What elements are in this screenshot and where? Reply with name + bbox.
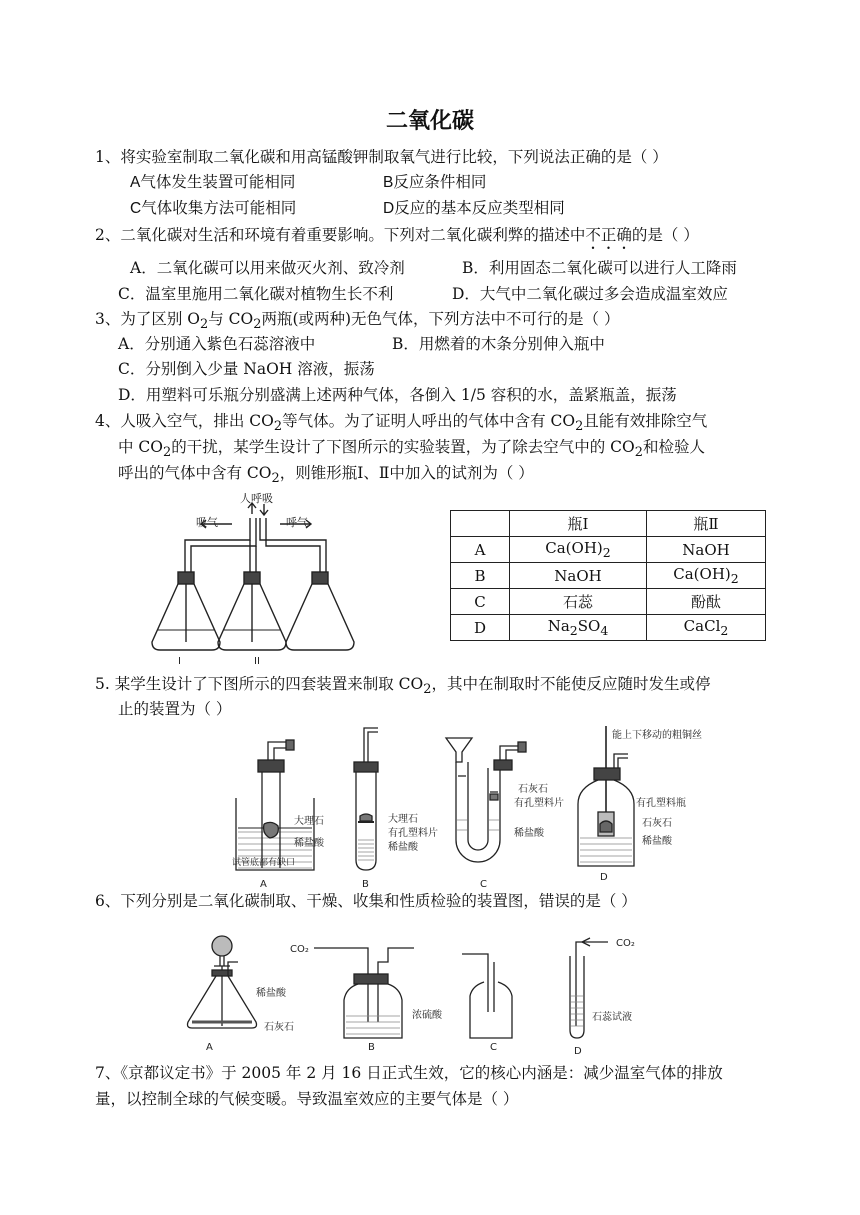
q6-setup-d [570,938,635,1057]
table-row [451,615,766,641]
q2-emphasis: 不正确 [585,226,632,244]
q3-stem: 3、为了区别 $O_2$与 $CO_2$两瓶(或两种)无色气体，下列方法中不可行的是（ ） [95,310,620,333]
q6-c-letter: C [490,1042,497,1053]
table-header-row [451,511,766,537]
q2-option-c: C．温室里施用二氧化碳对植物生长不利 [118,285,394,303]
q6-apparatus-figure [178,922,658,1062]
table-cell: C [451,589,510,615]
q5-setup-a [232,740,325,890]
table-cell: $Ca(OH)_2$ [647,563,766,589]
q2-option-d: D．大气中二氧化碳过多会造成温室效应 [452,285,728,303]
table-header-cell: 瓶Ⅱ [647,511,766,537]
q6-setup-a [188,936,295,1053]
q6-setup-c [462,954,512,1053]
q5-b-label-2: 稀盐酸 [388,842,418,853]
q5-d-label-2: 石灰石 [642,818,672,829]
q6-d-label-1: 石蕊试液 [592,1012,632,1023]
q1-option-d: D反应的基本反应类型相同 [383,200,565,217]
table-header-cell: 瓶Ⅰ [510,511,647,537]
q5-line2: 止的装置为（ ） [118,700,232,718]
q5-setup-d [578,726,702,883]
q5-b-letter: B [362,879,369,890]
table-cell: D [451,615,510,641]
q4-reagent-table [450,510,766,641]
table-cell: $Ca(OH)_2$ [510,537,647,563]
q6-b-label-0: CO₂ [290,944,309,955]
q5-a-label-2: 试管底部有缺口 [232,858,296,868]
q5-d-letter: D [600,872,608,883]
q3-option-b: B．用燃着的木条分别伸入瓶中 [392,335,605,353]
q5-d-label-3: 稀盐酸 [642,836,672,847]
table-cell: NaOH [647,537,766,563]
table-cell: NaOH [510,563,647,589]
table-cell: 石蕊 [510,589,647,615]
q5-b-label-1: 有孔塑料片 [388,828,438,839]
q4-line3: 呼出的气体中含有 $CO_2$，则锥形瓶Ⅰ、Ⅱ中加入的试剂为（ ） [118,464,534,487]
q1-option-b: B反应条件相同 [383,174,487,191]
q7-line2: 量，以控制全球的气候变暖。导致温室效应的主要气体是（ ） [95,1090,519,1108]
q5-d-label-0: 能上下移动的粗铜丝 [612,730,702,741]
table-row [451,563,766,589]
q4-fig-flask2-label: II [254,656,260,667]
q5-a-label-0: 大理石 [294,816,324,827]
table-header-cell [451,511,510,537]
q3-option-c: C．分别倒入少量 NaOH 溶液，振荡 [118,360,375,378]
q5-line1: 5. 某学生设计了下图所示的四套装置来制取 $CO_2$，其中在制取时不能使反应随时发生或停 [95,675,711,698]
q4-fig-flask1-label: I [178,656,181,667]
q1-option-c: C气体收集方法可能相同 [130,200,297,217]
table-cell: B [451,563,510,589]
q4-fig-top-label: 人呼吸 [240,492,273,505]
table-cell: 酚酞 [647,589,766,615]
q5-d-label-1: 有孔塑料瓶 [636,798,686,809]
q1-stem: 1、将实验室制取二氧化碳和用高锰酸钾制取氧气进行比较，下列说法正确的是（ ） [95,148,668,166]
q3-option-d: D．用塑料可乐瓶分别盛满上述两种气体，各倒入 1/5 容积的水，盖紧瓶盖，振荡 [118,386,677,404]
q3-option-a: A．分别通入紫色石蕊溶液中 [118,335,316,353]
q4-fig-in-label: 吸气 [196,516,218,529]
q6-a-label-1: 石灰石 [264,1022,294,1033]
table-cell: CaCl$_2$ [647,615,766,641]
q6-stem: 6、下列分别是二氧化碳制取、干燥、收集和性质检验的装置图，错误的是（ ） [95,892,637,910]
q4-line1: 4、人吸入空气，排出 $CO_2$等气体。为了证明人呼出的气体中含有 $CO_2$且能有效排除空气 [95,412,708,435]
q2-option-b: B．利用固态二氧化碳可以进行人工降雨 [462,259,737,277]
q7-line1: 7、《京都议定书》于 2005 年 2 月 16 日正式生效，它的核心内涵是：减少温室气体的排放 [95,1064,723,1082]
q5-apparatus-figure [228,720,728,890]
table-row [451,589,766,615]
q6-b-letter: B [368,1042,375,1053]
q5-a-label-1: 稀盐酸 [294,838,324,849]
q6-b-label-1: 浓硫酸 [412,1010,442,1021]
q4-fig-out-label: 呼气 [286,516,308,529]
q5-c-label-2: 稀盐酸 [514,828,544,839]
q5-b-label-0: 大理石 [388,814,418,825]
page-title: 二氧化碳 [385,108,474,134]
q4-line2: 中 $CO_2$的干扰，某学生设计了下图所示的实验装置，为了除去空气中的 $CO_2$和检验人 [118,438,705,461]
q5-c-label-0: 石灰石 [518,784,548,795]
q6-d-letter: D [574,1046,582,1057]
q5-setup-c [446,738,564,890]
q5-setup-b [354,728,438,890]
q4-apparatus-figure [140,490,380,670]
table-row [451,537,766,563]
q5-c-label-1: 有孔塑料片 [514,798,564,809]
q6-setup-b [290,944,443,1053]
q5-a-letter: A [260,879,267,890]
q6-d-label-0: CO₂ [616,938,635,949]
q1-option-a: A气体发生装置可能相同 [130,174,296,191]
table-cell: $Na_2SO_4$ [510,615,647,641]
q5-c-letter: C [480,879,487,890]
q2-stem: 2、二氧化碳对生活和环境有着重要影响。下列对二氧化碳利弊的描述中不正确的是（ ） [95,226,699,244]
table-cell: A [451,537,510,563]
q2-option-a: A．二氧化碳可以用来做灭火剂、致冷剂 [130,259,405,277]
q6-a-label-0: 稀盐酸 [256,988,286,999]
q6-a-letter: A [206,1042,213,1053]
